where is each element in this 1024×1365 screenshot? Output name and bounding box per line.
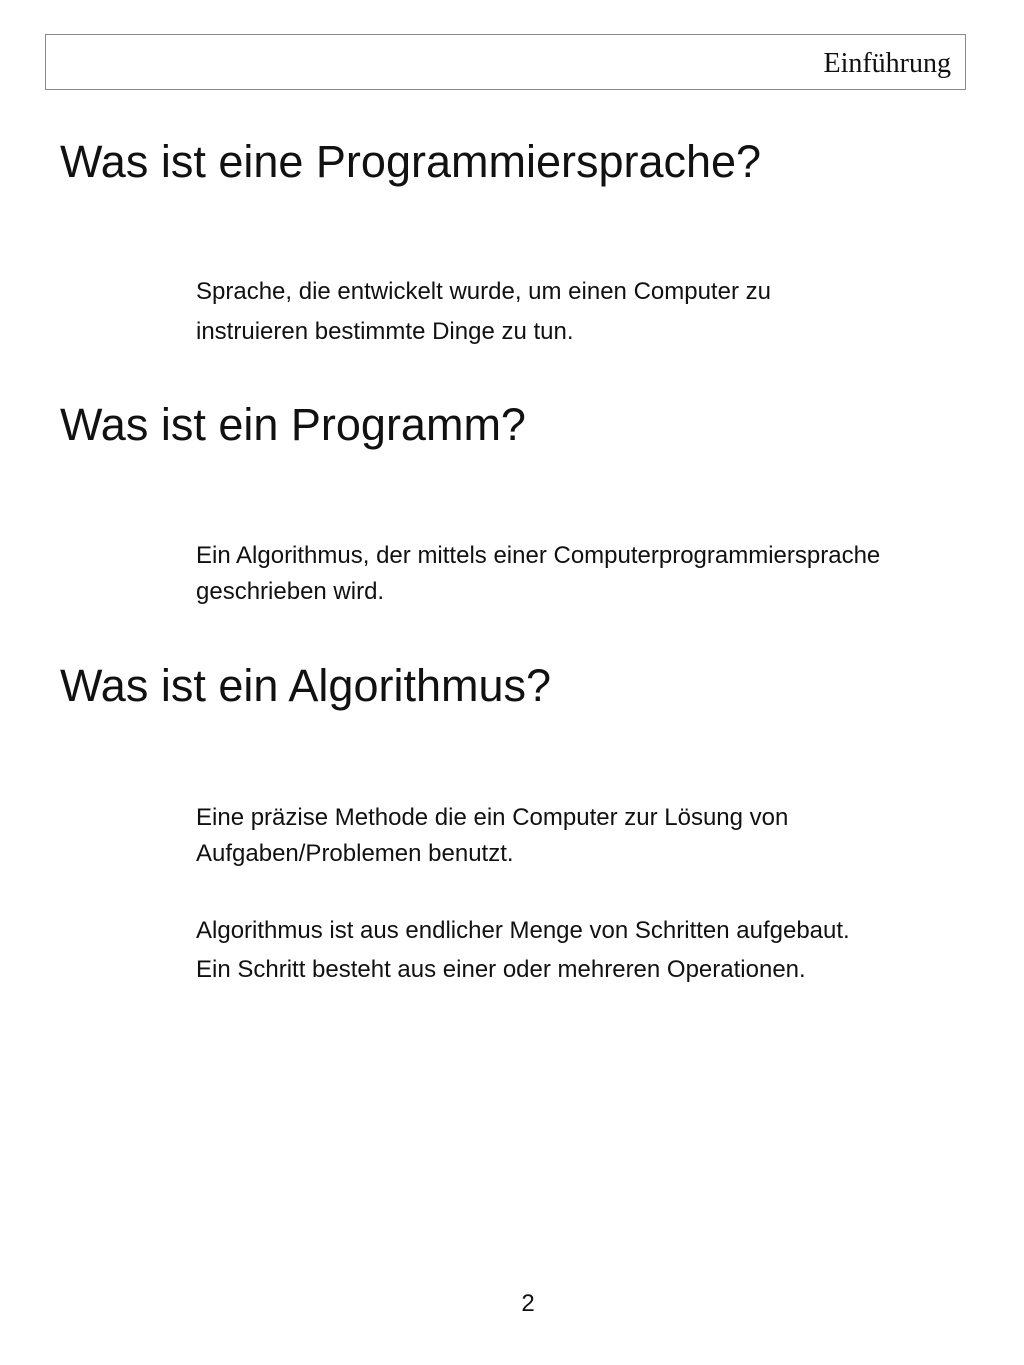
paragraph-algorithm-steps	[196, 911, 850, 989]
paragraph-algorithm-definition	[196, 800, 788, 872]
paragraph-line: Aufgaben/Problemen benutzt.	[196, 840, 514, 867]
paragraph-programming-language	[196, 272, 771, 352]
page-number: 2	[521, 1290, 535, 1317]
heading-algorithm: Was ist ein Algorithmus?	[60, 660, 552, 711]
section-label: Einführung	[823, 48, 951, 79]
heading-programming-language: Was ist eine Programmiersprache?	[60, 136, 762, 187]
paragraph-line: Ein Algorithmus, der mittels einer Computerprogrammiersprache	[196, 542, 881, 569]
paragraph-line: Ein Schritt besteht aus einer oder mehreren Operationen.	[196, 956, 806, 983]
heading-program: Was ist ein Programm?	[60, 399, 526, 450]
paragraph-line: Sprache, die entwickelt wurde, um einen Computer zu	[196, 278, 771, 305]
paragraph-program	[196, 538, 880, 610]
paragraph-line: Eine präzise Methode die ein Computer zur Lösung von	[196, 804, 789, 831]
paragraph-line: geschrieben wird.	[196, 578, 385, 605]
paragraph-line: Algorithmus ist aus endlicher Menge von Schritten aufgebaut.	[196, 917, 850, 944]
paragraph-line: instruieren bestimmte Dinge zu tun.	[196, 318, 574, 345]
header-box	[45, 34, 966, 90]
